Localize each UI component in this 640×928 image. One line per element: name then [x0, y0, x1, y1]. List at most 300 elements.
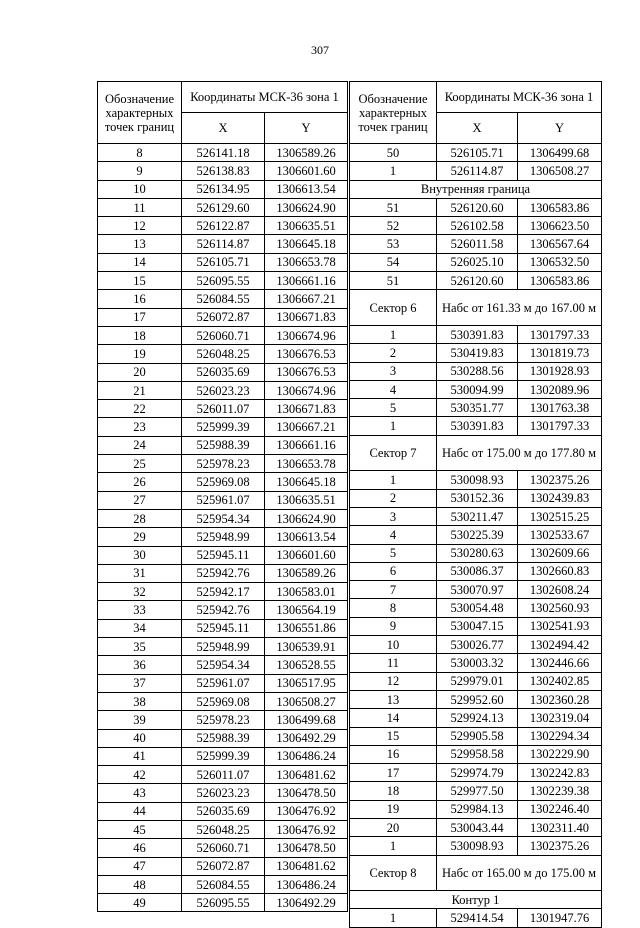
table-row — [98, 198, 348, 216]
table-row — [350, 217, 602, 235]
table-row — [98, 692, 348, 710]
point-number: 40 — [98, 729, 182, 747]
y-value: 1306653.78 — [265, 455, 348, 473]
point-number: 13 — [350, 690, 437, 708]
table-row — [98, 875, 348, 893]
point-number: 11 — [350, 654, 437, 672]
table-row — [98, 528, 348, 546]
point-number: 31 — [98, 564, 182, 582]
table-row — [350, 362, 602, 380]
x-value: 525942.76 — [182, 564, 265, 582]
y-value: 1306661.16 — [265, 436, 348, 454]
x-value: 530225.39 — [437, 526, 518, 544]
x-value: 529414.54 — [437, 909, 518, 927]
x-value: 530047.15 — [437, 617, 518, 635]
x-value: 529958.58 — [437, 745, 518, 763]
x-value: 525999.39 — [182, 747, 265, 765]
x-value: 525948.99 — [182, 638, 265, 656]
x-value: 529905.58 — [437, 727, 518, 745]
point-number: 1 — [350, 909, 437, 927]
point-number: 39 — [98, 711, 182, 729]
x-value: 529924.13 — [437, 709, 518, 727]
y-header: Y — [518, 113, 602, 144]
x-value: 525988.39 — [182, 436, 265, 454]
x-value: 526105.71 — [437, 144, 518, 162]
table-row — [98, 802, 348, 820]
point-number: 19 — [98, 345, 182, 363]
y-value: 1302439.83 — [518, 489, 602, 507]
table-row — [98, 674, 348, 692]
contour-label: Контур 1 — [350, 891, 602, 909]
y-value: 1302089.96 — [518, 380, 602, 398]
point-number: 42 — [98, 766, 182, 784]
point-number: 49 — [98, 894, 182, 912]
y-header: Y — [265, 113, 348, 144]
point-number: 16 — [98, 290, 182, 308]
y-value: 1306499.68 — [265, 711, 348, 729]
x-value: 525969.08 — [182, 692, 265, 710]
sector-6-name: Сектор 6 — [350, 290, 437, 326]
y-value: 1306486.24 — [265, 747, 348, 765]
x-value: 526025.10 — [437, 253, 518, 271]
table-row — [350, 672, 602, 690]
table-row — [98, 345, 348, 363]
x-value: 530094.99 — [437, 380, 518, 398]
point-number: 16 — [350, 745, 437, 763]
y-value: 1302311.40 — [518, 818, 602, 836]
x-value: 526060.71 — [182, 326, 265, 344]
x-value: 526120.60 — [437, 272, 518, 290]
y-value: 1302375.26 — [518, 837, 602, 855]
y-value: 1306613.54 — [265, 528, 348, 546]
x-value: 530391.83 — [437, 417, 518, 435]
point-number: 11 — [98, 198, 182, 216]
point-number: 6 — [350, 562, 437, 580]
point-number: 1 — [350, 417, 437, 435]
table-row — [98, 162, 348, 180]
y-value: 1306492.29 — [265, 729, 348, 747]
x-value: 525978.23 — [182, 455, 265, 473]
point-number: 20 — [98, 363, 182, 381]
point-number: 9 — [350, 617, 437, 635]
table-row — [350, 272, 602, 290]
x-value: 526095.55 — [182, 894, 265, 912]
sector-8-range: Набс от 165.00 м до 175.00 м — [437, 855, 602, 891]
y-value: 1306517.95 — [265, 674, 348, 692]
point-number: 14 — [98, 253, 182, 271]
y-value: 1306499.68 — [518, 144, 602, 162]
y-value: 1306567.64 — [518, 235, 602, 253]
left-coordinates-table — [97, 81, 348, 912]
y-value: 1306539.91 — [265, 638, 348, 656]
point-number: 21 — [98, 381, 182, 399]
x-value: 526023.23 — [182, 381, 265, 399]
table-row — [98, 601, 348, 619]
table-row — [350, 380, 602, 398]
y-value: 1306674.96 — [265, 326, 348, 344]
y-value: 1302494.42 — [518, 636, 602, 654]
y-value: 1306478.50 — [265, 839, 348, 857]
x-value: 525999.39 — [182, 418, 265, 436]
point-number: 4 — [350, 380, 437, 398]
point-number: 1 — [350, 325, 437, 343]
x-value: 526072.87 — [182, 308, 265, 326]
x-value: 525948.99 — [182, 528, 265, 546]
section-row — [350, 891, 602, 909]
sector-7-range: Набс от 175.00 м до 177.80 м — [437, 435, 602, 471]
y-value: 1302533.67 — [518, 526, 602, 544]
point-number: 25 — [98, 455, 182, 473]
table-row — [350, 507, 602, 525]
x-value: 525978.23 — [182, 711, 265, 729]
table-row — [350, 544, 602, 562]
x-value: 526048.25 — [182, 820, 265, 838]
y-value: 1301947.76 — [518, 909, 602, 927]
y-value: 1306635.51 — [265, 491, 348, 509]
y-value: 1302319.04 — [518, 709, 602, 727]
table-row — [350, 235, 602, 253]
table-row — [98, 509, 348, 527]
inner-boundary-label: Внутренняя граница — [350, 180, 602, 198]
point-number: 23 — [98, 418, 182, 436]
y-value: 1306674.96 — [265, 381, 348, 399]
y-value: 1306583.01 — [265, 583, 348, 601]
point-number: 10 — [98, 180, 182, 198]
table-row — [350, 581, 602, 599]
table-row — [98, 381, 348, 399]
y-value: 1306492.29 — [265, 894, 348, 912]
point-number: 1 — [350, 837, 437, 855]
x-value: 530070.97 — [437, 581, 518, 599]
point-number: 33 — [98, 601, 182, 619]
coords-header: Координаты МСК-36 зона 1 — [437, 82, 602, 113]
point-number: 5 — [350, 544, 437, 562]
y-value: 1306623.50 — [518, 217, 602, 235]
point-number: 54 — [350, 253, 437, 271]
point-number: 14 — [350, 709, 437, 727]
sector-8-name: Сектор 8 — [350, 855, 437, 891]
x-value: 530351.77 — [437, 399, 518, 417]
x-value: 526035.69 — [182, 802, 265, 820]
point-number: 10 — [350, 636, 437, 654]
y-value: 1306528.55 — [265, 656, 348, 674]
table-row — [350, 417, 602, 435]
point-number: 51 — [350, 198, 437, 216]
y-value: 1302446.66 — [518, 654, 602, 672]
x-header: X — [437, 113, 518, 144]
point-number: 28 — [98, 509, 182, 527]
table-row — [98, 766, 348, 784]
x-value: 530391.83 — [437, 325, 518, 343]
x-value: 526102.58 — [437, 217, 518, 235]
table-row — [98, 729, 348, 747]
point-number: 20 — [350, 818, 437, 836]
table-row — [98, 144, 348, 162]
table-row — [98, 491, 348, 509]
point-number: 26 — [98, 473, 182, 491]
x-value: 530043.44 — [437, 818, 518, 836]
y-value: 1302294.34 — [518, 727, 602, 745]
table-row — [350, 727, 602, 745]
y-value: 1301819.73 — [518, 344, 602, 362]
table-row — [98, 619, 348, 637]
x-value: 530054.48 — [437, 599, 518, 617]
point-number: 3 — [350, 362, 437, 380]
table-row — [98, 583, 348, 601]
y-value: 1306667.21 — [265, 418, 348, 436]
table-row — [350, 471, 602, 489]
table-row — [350, 162, 602, 180]
y-value: 1306676.53 — [265, 345, 348, 363]
table-row — [350, 800, 602, 818]
table-row — [350, 837, 602, 855]
x-value: 525954.34 — [182, 509, 265, 527]
point-number: 29 — [98, 528, 182, 546]
point-label-header: Обозначение характерных точек границ — [350, 82, 437, 144]
table-row — [350, 745, 602, 763]
table-row — [98, 235, 348, 253]
y-value: 1302609.66 — [518, 544, 602, 562]
point-number: 2 — [350, 489, 437, 507]
y-value: 1306653.78 — [265, 253, 348, 271]
y-value: 1301763.38 — [518, 399, 602, 417]
table-row — [98, 711, 348, 729]
point-number: 46 — [98, 839, 182, 857]
table-row — [350, 617, 602, 635]
table-row — [350, 526, 602, 544]
table-row — [350, 489, 602, 507]
table-row — [350, 690, 602, 708]
x-value: 530086.37 — [437, 562, 518, 580]
x-value: 530419.83 — [437, 344, 518, 362]
point-number: 38 — [98, 692, 182, 710]
table-row — [350, 344, 602, 362]
y-value: 1306667.21 — [265, 290, 348, 308]
x-value: 526011.07 — [182, 400, 265, 418]
point-number: 15 — [350, 727, 437, 745]
sector-row — [350, 855, 602, 891]
y-value: 1306671.83 — [265, 308, 348, 326]
y-value: 1306476.92 — [265, 802, 348, 820]
table-row — [350, 253, 602, 271]
x-value: 526072.87 — [182, 857, 265, 875]
x-value: 525969.08 — [182, 473, 265, 491]
section-row — [350, 180, 602, 198]
point-number: 13 — [98, 235, 182, 253]
table-row — [350, 144, 602, 162]
y-value: 1302229.90 — [518, 745, 602, 763]
table-row — [98, 180, 348, 198]
point-number: 35 — [98, 638, 182, 656]
x-value: 525961.07 — [182, 674, 265, 692]
table-row — [98, 253, 348, 271]
x-value: 529974.79 — [437, 764, 518, 782]
table-row — [98, 839, 348, 857]
y-value: 1302608.24 — [518, 581, 602, 599]
point-number: 22 — [98, 400, 182, 418]
x-value: 530098.93 — [437, 471, 518, 489]
x-value: 526134.95 — [182, 180, 265, 198]
y-value: 1302239.38 — [518, 782, 602, 800]
point-number: 30 — [98, 546, 182, 564]
sector-6-range: Набс от 161.33 м до 167.00 м — [437, 290, 602, 326]
point-number: 9 — [98, 162, 182, 180]
x-value: 530288.56 — [437, 362, 518, 380]
point-number: 24 — [98, 436, 182, 454]
sector-7-name: Сектор 7 — [350, 435, 437, 471]
x-value: 526141.18 — [182, 144, 265, 162]
y-value: 1306564.19 — [265, 601, 348, 619]
x-value: 529984.13 — [437, 800, 518, 818]
x-value: 529952.60 — [437, 690, 518, 708]
y-value: 1306635.51 — [265, 217, 348, 235]
table-row — [350, 909, 602, 927]
table-row — [350, 654, 602, 672]
x-value: 526129.60 — [182, 198, 265, 216]
table-row — [98, 418, 348, 436]
table-row — [98, 326, 348, 344]
point-number: 4 — [350, 526, 437, 544]
y-value: 1302402.85 — [518, 672, 602, 690]
x-value: 525961.07 — [182, 491, 265, 509]
table-row — [98, 272, 348, 290]
y-value: 1306583.86 — [518, 272, 602, 290]
y-value: 1302515.25 — [518, 507, 602, 525]
y-value: 1302541.93 — [518, 617, 602, 635]
y-value: 1301928.93 — [518, 362, 602, 380]
x-value: 530280.63 — [437, 544, 518, 562]
x-value: 526084.55 — [182, 875, 265, 893]
point-number: 7 — [350, 581, 437, 599]
table-row — [350, 399, 602, 417]
table-row — [98, 400, 348, 418]
point-number: 43 — [98, 784, 182, 802]
table-row — [350, 325, 602, 343]
point-number: 2 — [350, 344, 437, 362]
point-number: 3 — [350, 507, 437, 525]
x-value: 526011.07 — [182, 766, 265, 784]
x-value: 526023.23 — [182, 784, 265, 802]
point-number: 34 — [98, 619, 182, 637]
y-value: 1306476.92 — [265, 820, 348, 838]
table-row — [98, 308, 348, 326]
x-value: 526048.25 — [182, 345, 265, 363]
table-row — [98, 436, 348, 454]
y-value: 1302560.93 — [518, 599, 602, 617]
y-value: 1306676.53 — [265, 363, 348, 381]
y-value: 1306481.62 — [265, 766, 348, 784]
point-number: 5 — [350, 399, 437, 417]
point-number: 15 — [98, 272, 182, 290]
table-row — [350, 599, 602, 617]
coords-header: Координаты МСК-36 зона 1 — [182, 82, 348, 113]
table-row — [350, 818, 602, 836]
point-number: 17 — [98, 308, 182, 326]
table-row — [98, 784, 348, 802]
point-number: 51 — [350, 272, 437, 290]
table-row — [350, 764, 602, 782]
point-number: 18 — [350, 782, 437, 800]
x-value: 529977.50 — [437, 782, 518, 800]
x-value: 526084.55 — [182, 290, 265, 308]
table-row — [98, 857, 348, 875]
y-value: 1306671.83 — [265, 400, 348, 418]
x-value: 530003.32 — [437, 654, 518, 672]
table-row — [98, 564, 348, 582]
y-value: 1306624.90 — [265, 198, 348, 216]
x-value: 530026.77 — [437, 636, 518, 654]
table-row — [350, 709, 602, 727]
y-value: 1306613.54 — [265, 180, 348, 198]
table-row — [98, 747, 348, 765]
y-value: 1306601.60 — [265, 546, 348, 564]
x-value: 525954.34 — [182, 656, 265, 674]
x-value: 525988.39 — [182, 729, 265, 747]
point-number: 41 — [98, 747, 182, 765]
point-number: 44 — [98, 802, 182, 820]
point-number: 47 — [98, 857, 182, 875]
y-value: 1306661.16 — [265, 272, 348, 290]
point-number: 12 — [98, 217, 182, 235]
y-value: 1306645.18 — [265, 473, 348, 491]
table-row — [98, 894, 348, 912]
y-value: 1306508.27 — [265, 692, 348, 710]
x-value: 526035.69 — [182, 363, 265, 381]
y-value: 1306481.62 — [265, 857, 348, 875]
table-row — [98, 455, 348, 473]
sector-row — [350, 435, 602, 471]
x-value: 526114.87 — [182, 235, 265, 253]
x-value: 525942.17 — [182, 583, 265, 601]
y-value: 1301797.33 — [518, 325, 602, 343]
x-value: 529979.01 — [437, 672, 518, 690]
sector-row — [350, 290, 602, 326]
y-value: 1306478.50 — [265, 784, 348, 802]
x-value: 526060.71 — [182, 839, 265, 857]
point-number: 36 — [98, 656, 182, 674]
table-row — [98, 363, 348, 381]
x-value: 526105.71 — [182, 253, 265, 271]
y-value: 1306601.60 — [265, 162, 348, 180]
point-number: 1 — [350, 471, 437, 489]
table-row — [98, 473, 348, 491]
y-value: 1306589.26 — [265, 144, 348, 162]
page-number: 307 — [311, 43, 329, 57]
point-number: 37 — [98, 674, 182, 692]
point-number: 19 — [350, 800, 437, 818]
x-value: 530211.47 — [437, 507, 518, 525]
y-value: 1306645.18 — [265, 235, 348, 253]
y-value: 1306532.50 — [518, 253, 602, 271]
point-number: 12 — [350, 672, 437, 690]
table-row — [350, 562, 602, 580]
table-row — [98, 820, 348, 838]
point-number: 48 — [98, 875, 182, 893]
y-value: 1302246.40 — [518, 800, 602, 818]
point-number: 52 — [350, 217, 437, 235]
point-number: 27 — [98, 491, 182, 509]
y-value: 1306624.90 — [265, 509, 348, 527]
x-value: 525945.11 — [182, 546, 265, 564]
point-number: 18 — [98, 326, 182, 344]
table-row — [98, 290, 348, 308]
x-value: 526114.87 — [437, 162, 518, 180]
x-value: 530152.36 — [437, 489, 518, 507]
table-row — [350, 782, 602, 800]
right-coordinates-table — [349, 81, 602, 928]
point-number: 32 — [98, 583, 182, 601]
x-header: X — [182, 113, 265, 144]
